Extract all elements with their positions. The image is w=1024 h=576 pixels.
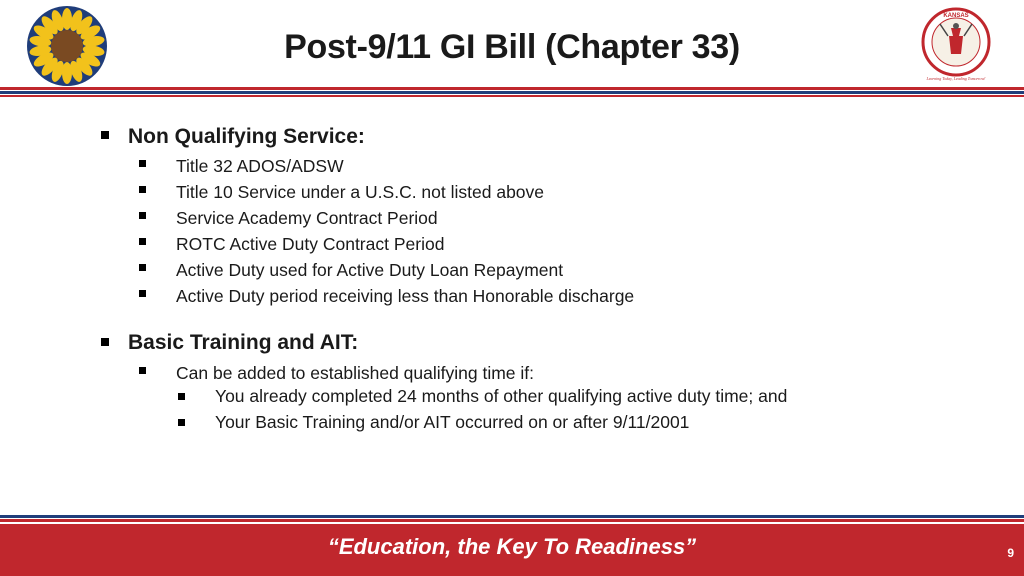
list-item: Can be added to established qualifying time if: [176,363,535,383]
bullet-square-icon [178,419,185,426]
page-number: 9 [1007,546,1014,560]
list-item: ROTC Active Duty Contract Period [176,234,445,254]
list-item: Active Duty period receiving less than Honorable discharge [176,286,635,306]
section-heading: Non Qualifying Service: [128,125,365,148]
footer-motto: “Education, the Key To Readiness” [327,534,697,559]
kansas-guard-seal-icon [918,6,994,82]
list-subitem: You already completed 24 months of other qualifying active duty time; and [215,386,788,406]
bullet-square-icon [139,160,146,167]
header-divider-red-2 [0,95,1024,97]
section-heading: Basic Training and AIT: [128,331,359,354]
bullet-square-icon [101,131,109,139]
list-item: Title 32 ADOS/ADSW [176,156,344,176]
list-item: Active Duty used for Active Duty Loan Repayment [176,260,564,280]
bullet-square-icon [139,264,146,271]
bullet-square-icon [139,367,146,374]
seal-top-text: KANSAS [943,13,969,19]
footer-bar [0,524,1024,576]
list-item: Title 10 Service under a U.S.C. not listed above [176,182,545,202]
list-item: Service Academy Contract Period [176,208,438,228]
footer-divider-red [0,519,1024,522]
list-subitem: Your Basic Training and/or AIT occurred on or after 9/11/2001 [215,412,690,432]
bullet-square-icon [101,338,109,346]
header-divider-red [0,87,1024,90]
header-divider-blue [0,91,1024,94]
bullet-square-icon [139,290,146,297]
bullet-square-icon [139,186,146,193]
bullet-square-icon [178,393,185,400]
seal-tagline: Learning Today, Leading Tomorrow! [926,76,986,81]
page-title: Post-9/11 GI Bill (Chapter 33) [284,28,740,66]
footer-divider-blue [0,515,1024,518]
bullet-square-icon [139,238,146,245]
bullet-square-icon [139,212,146,219]
sunflower-logo-icon [27,6,107,86]
